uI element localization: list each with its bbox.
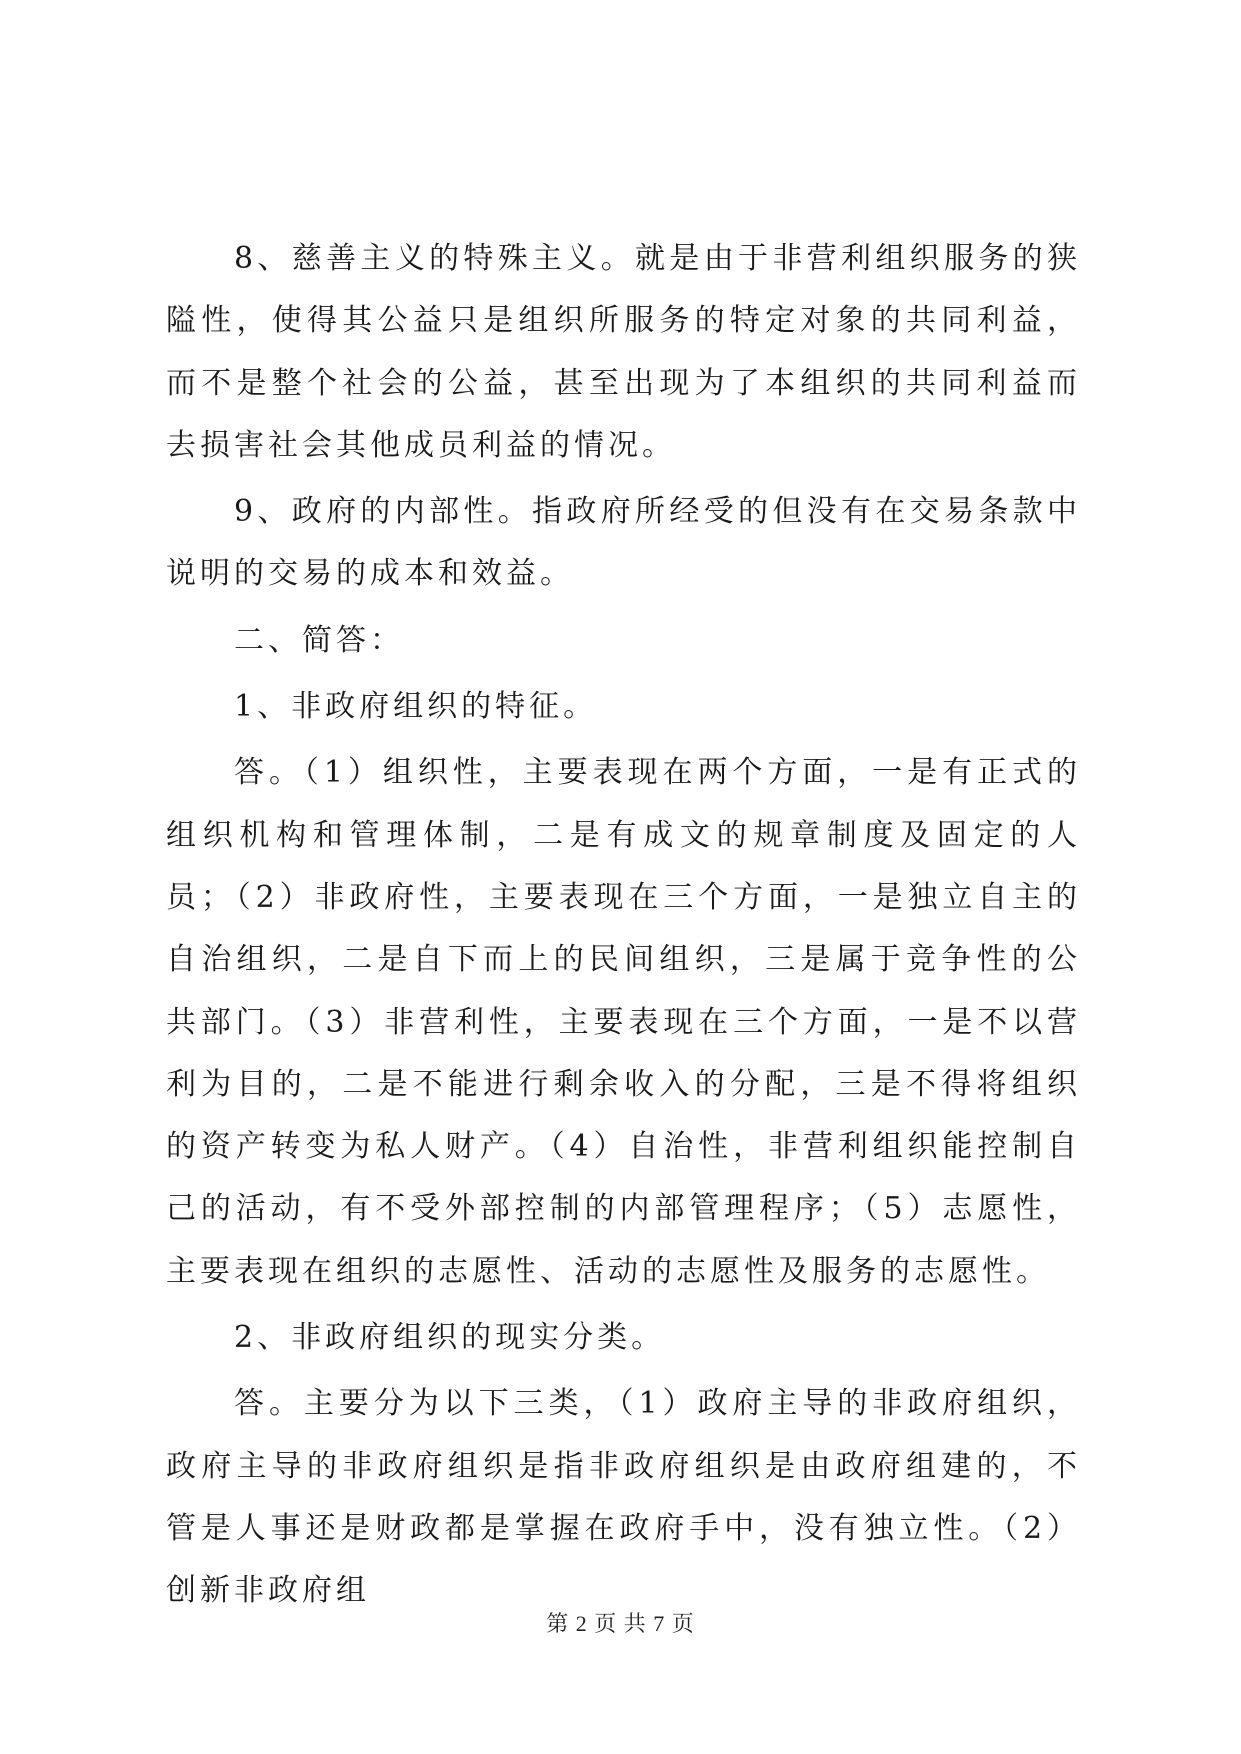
question-1: 1、非政府组织的特征。 xyxy=(234,689,598,725)
question-2: 2、非政府组织的现实分类。 xyxy=(234,1320,666,1356)
answer-2: 答。主要分为以下三类，（1）政府主导的非政府组织，政府主导的非政府组织是指非政府组织是由政府组建的，不管是人事还是财政都是掌握在政府手中，没有独立性。（2）创新非政府组 xyxy=(166,1386,1081,1609)
section-heading: 二、简答： xyxy=(234,622,404,658)
paragraph-term-9: 9、政府的内部性。指政府所经受的但没有在交易条款中说明的交易的成本和效益。 xyxy=(166,494,1081,592)
answer-1: 答。（1）组织性，主要表现在两个方面，一是有正式的组织机构和管理体制，二是有成文的规章制度及固定的人员；（2）非政府性，主要表现在三个方面，一是独立自主的自治组织，二是自下而上的民间组织，三是属于竞争性的公共部门。（3）非营利性，主要表现在三个方面，一是不以营利为目的，二是不能进行剩余收入的分配，三是不得将组织的资产转变为私人财产。（4）自治性，非营利组织能控制自己的活动，有不受外部控制的内部管理程序；（5）志愿性，主要表现在组织的志愿性、活动的志愿性及服务的志愿性。 xyxy=(166,755,1081,1289)
document-body xyxy=(166,228,1081,1627)
page-number-footer: 第 2 页 共 7 页 xyxy=(546,1611,695,1636)
paragraph-term-8: 8、慈善主义的特殊主义。就是由于非营利组织服务的狭隘性，使得其公益只是组织所服务的特定对象的共同利益，而不是整个社会的公益，甚至出现为了本组织的共同利益而去损害社会其他成员利益的情况。 xyxy=(166,241,1081,463)
